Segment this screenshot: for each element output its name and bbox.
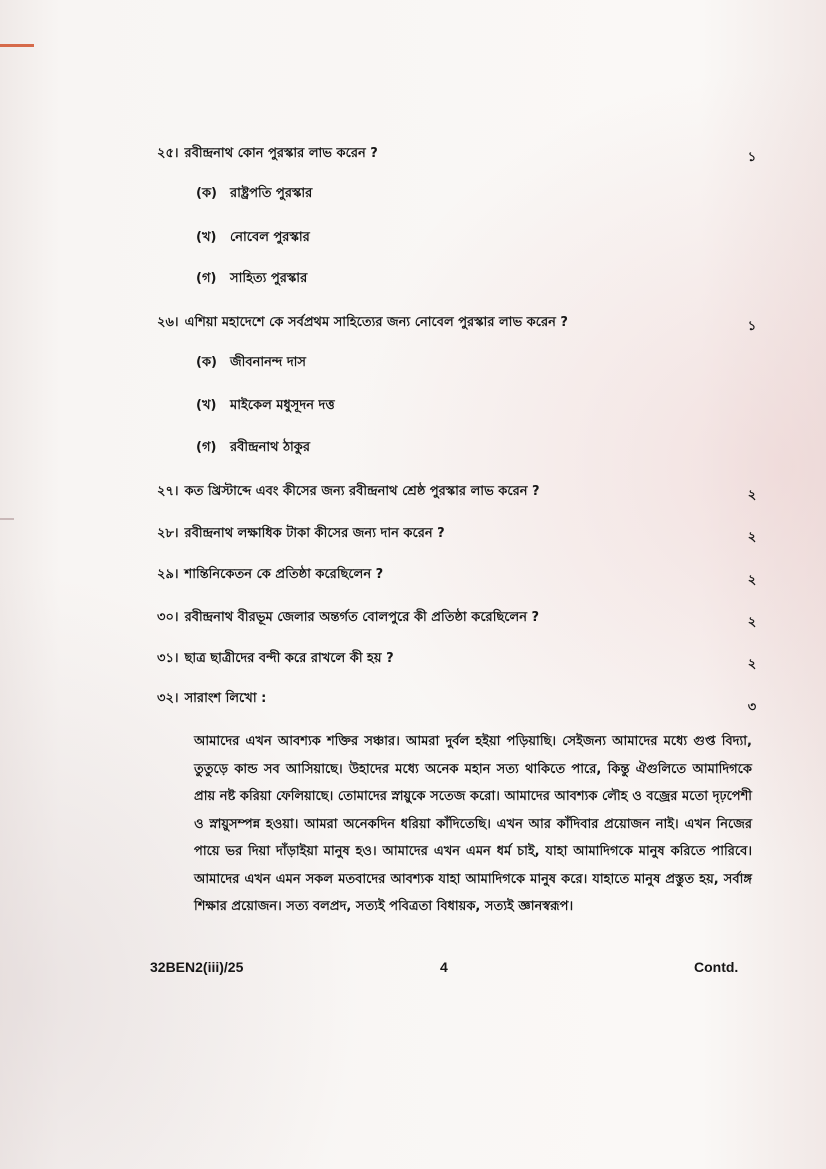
question-text: শান্তিনিকেতন কে প্রতিষ্ঠা করেছিলেন ? (184, 567, 384, 582)
question-marks: ২ (747, 530, 757, 545)
question-text: এশিয়া মহাদেশে কে সর্বপ্রথম সাহিত্যের জন্য নোবেল পুরস্কার লাভ করেন ? (184, 315, 568, 330)
option-text: রাষ্ট্রপতি পুরস্কার (230, 186, 313, 201)
option-text: নোবেল পুরস্কার (230, 230, 310, 245)
question-text: রবীন্দ্রনাথ বীরভূম জেলার অন্তর্গত বোলপুরে কী প্রতিষ্ঠা করেছিলেন ? (184, 610, 540, 625)
question-number: ৩১। (157, 651, 179, 666)
summary-passage: আমাদের এখন আবশ্যক শক্তির সঞ্চার। আমরা দুর্বল হইয়া পড়িয়াছি। সেইজন্য আমাদের মধ্যে গুপ্ত বিদ্যা, তুতুড়ে কান্ড সব আসিয়াছে। উহাদের মধ্যে অনেক মহান সত্য থাকিতে পারে, কিন্তু ঐগুলিতে আমাদিগকে প্রায় নষ্ট করিয়া ফেলিয়াছে। তোমাদের স্নায়ুকে সতেজ করো। আমাদের আবশ্যক লৌহ ও বজ্রের মতো দৃঢ়পেশী ও স্নায়ুসম্পন্ন হওয়া। আমরা অনেকদিন ধরিয়া কাঁদিতেছি। এখন আর কাঁদিবার প্রয়োজন নাই। এখন নিজের পায়ে ভর দিয়া দাঁড়াইয়া মানুষ হও। আমাদের এখন এমন ধর্ম চাই, যাহা আমাদিগকে মানুষ করিতে পারিবে। আমাদের এখন এমন সকল মতবাদের আবশ্যক যাহা আমাদিগকে মানুষ করে। যাহাতে মানুষ প্রস্তুত হয়, সর্বাঙ্গ শিক্ষার প্রয়োজন। সত্য বলপ্রদ, সত্যই পবিত্রতা বিধায়ক, সত্যই জ্ঞানস্বরূপ। (194, 734, 752, 914)
question-31 (157, 649, 394, 670)
question-marks: ২ (747, 573, 757, 588)
option-text: জীবনানন্দ দাস (230, 355, 307, 370)
paper-code: 32BEN2(iii)/25 (150, 959, 244, 975)
option-label: (ক) (196, 355, 217, 370)
question-29 (157, 565, 383, 586)
edge-stain (0, 44, 34, 47)
continued-label: Contd. (694, 959, 739, 975)
question-number: ২৮। (157, 526, 179, 541)
question-number: ৩০। (157, 610, 179, 625)
question-number: ৩২। (157, 691, 179, 706)
question-marks: ২ (747, 657, 757, 672)
option-label: (গ) (196, 271, 217, 286)
option-text: রবীন্দ্রনাথ ঠাকুর (230, 440, 311, 455)
edge-stain (0, 518, 14, 520)
question-marks: ১ (747, 150, 757, 165)
question-marks: ৩ (747, 700, 757, 715)
question-number: ২৯। (157, 567, 179, 582)
option-label: (ক) (196, 186, 217, 201)
option-text: সাহিত্য পুরস্কার (230, 271, 308, 286)
question-text: রবীন্দ্রনাথ লক্ষাধিক টাকা কীসের জন্য দান করেন ? (184, 526, 445, 541)
option-item (196, 353, 306, 374)
option-item (196, 184, 312, 205)
question-number: ২৭। (157, 484, 179, 499)
question-number: ২৬। (157, 315, 179, 330)
option-item (196, 396, 335, 417)
question-25 (157, 144, 378, 165)
question-marks: ২ (747, 615, 757, 630)
question-text: কত খ্রিস্টাব্দে এবং কীসের জন্য রবীন্দ্রনাথ শ্রেষ্ঠ পুরস্কার লাভ করেন ? (184, 484, 540, 499)
question-text: ছাত্র ছাত্রীদের বন্দী করে রাখলে কী হয় ? (184, 651, 394, 666)
option-item (196, 269, 307, 290)
question-marks: ১ (747, 319, 757, 334)
question-27 (157, 482, 540, 503)
option-item (196, 438, 310, 459)
question-text: সারাংশ লিখো : (184, 691, 267, 706)
option-label: (খ) (196, 230, 217, 245)
question-number: ২৫। (157, 146, 179, 161)
question-28 (157, 524, 445, 545)
option-text: মাইকেল মধুসূদন দত্ত (230, 398, 335, 413)
page-number: 4 (440, 959, 448, 975)
option-label: (খ) (196, 398, 217, 413)
question-marks: ২ (747, 488, 757, 503)
question-30 (157, 608, 539, 629)
option-item (196, 228, 310, 249)
question-text: রবীন্দ্রনাথ কোন পুরস্কার লাভ করেন ? (184, 146, 378, 161)
question-32 (157, 689, 266, 710)
option-label: (গ) (196, 440, 217, 455)
question-26 (157, 313, 568, 334)
